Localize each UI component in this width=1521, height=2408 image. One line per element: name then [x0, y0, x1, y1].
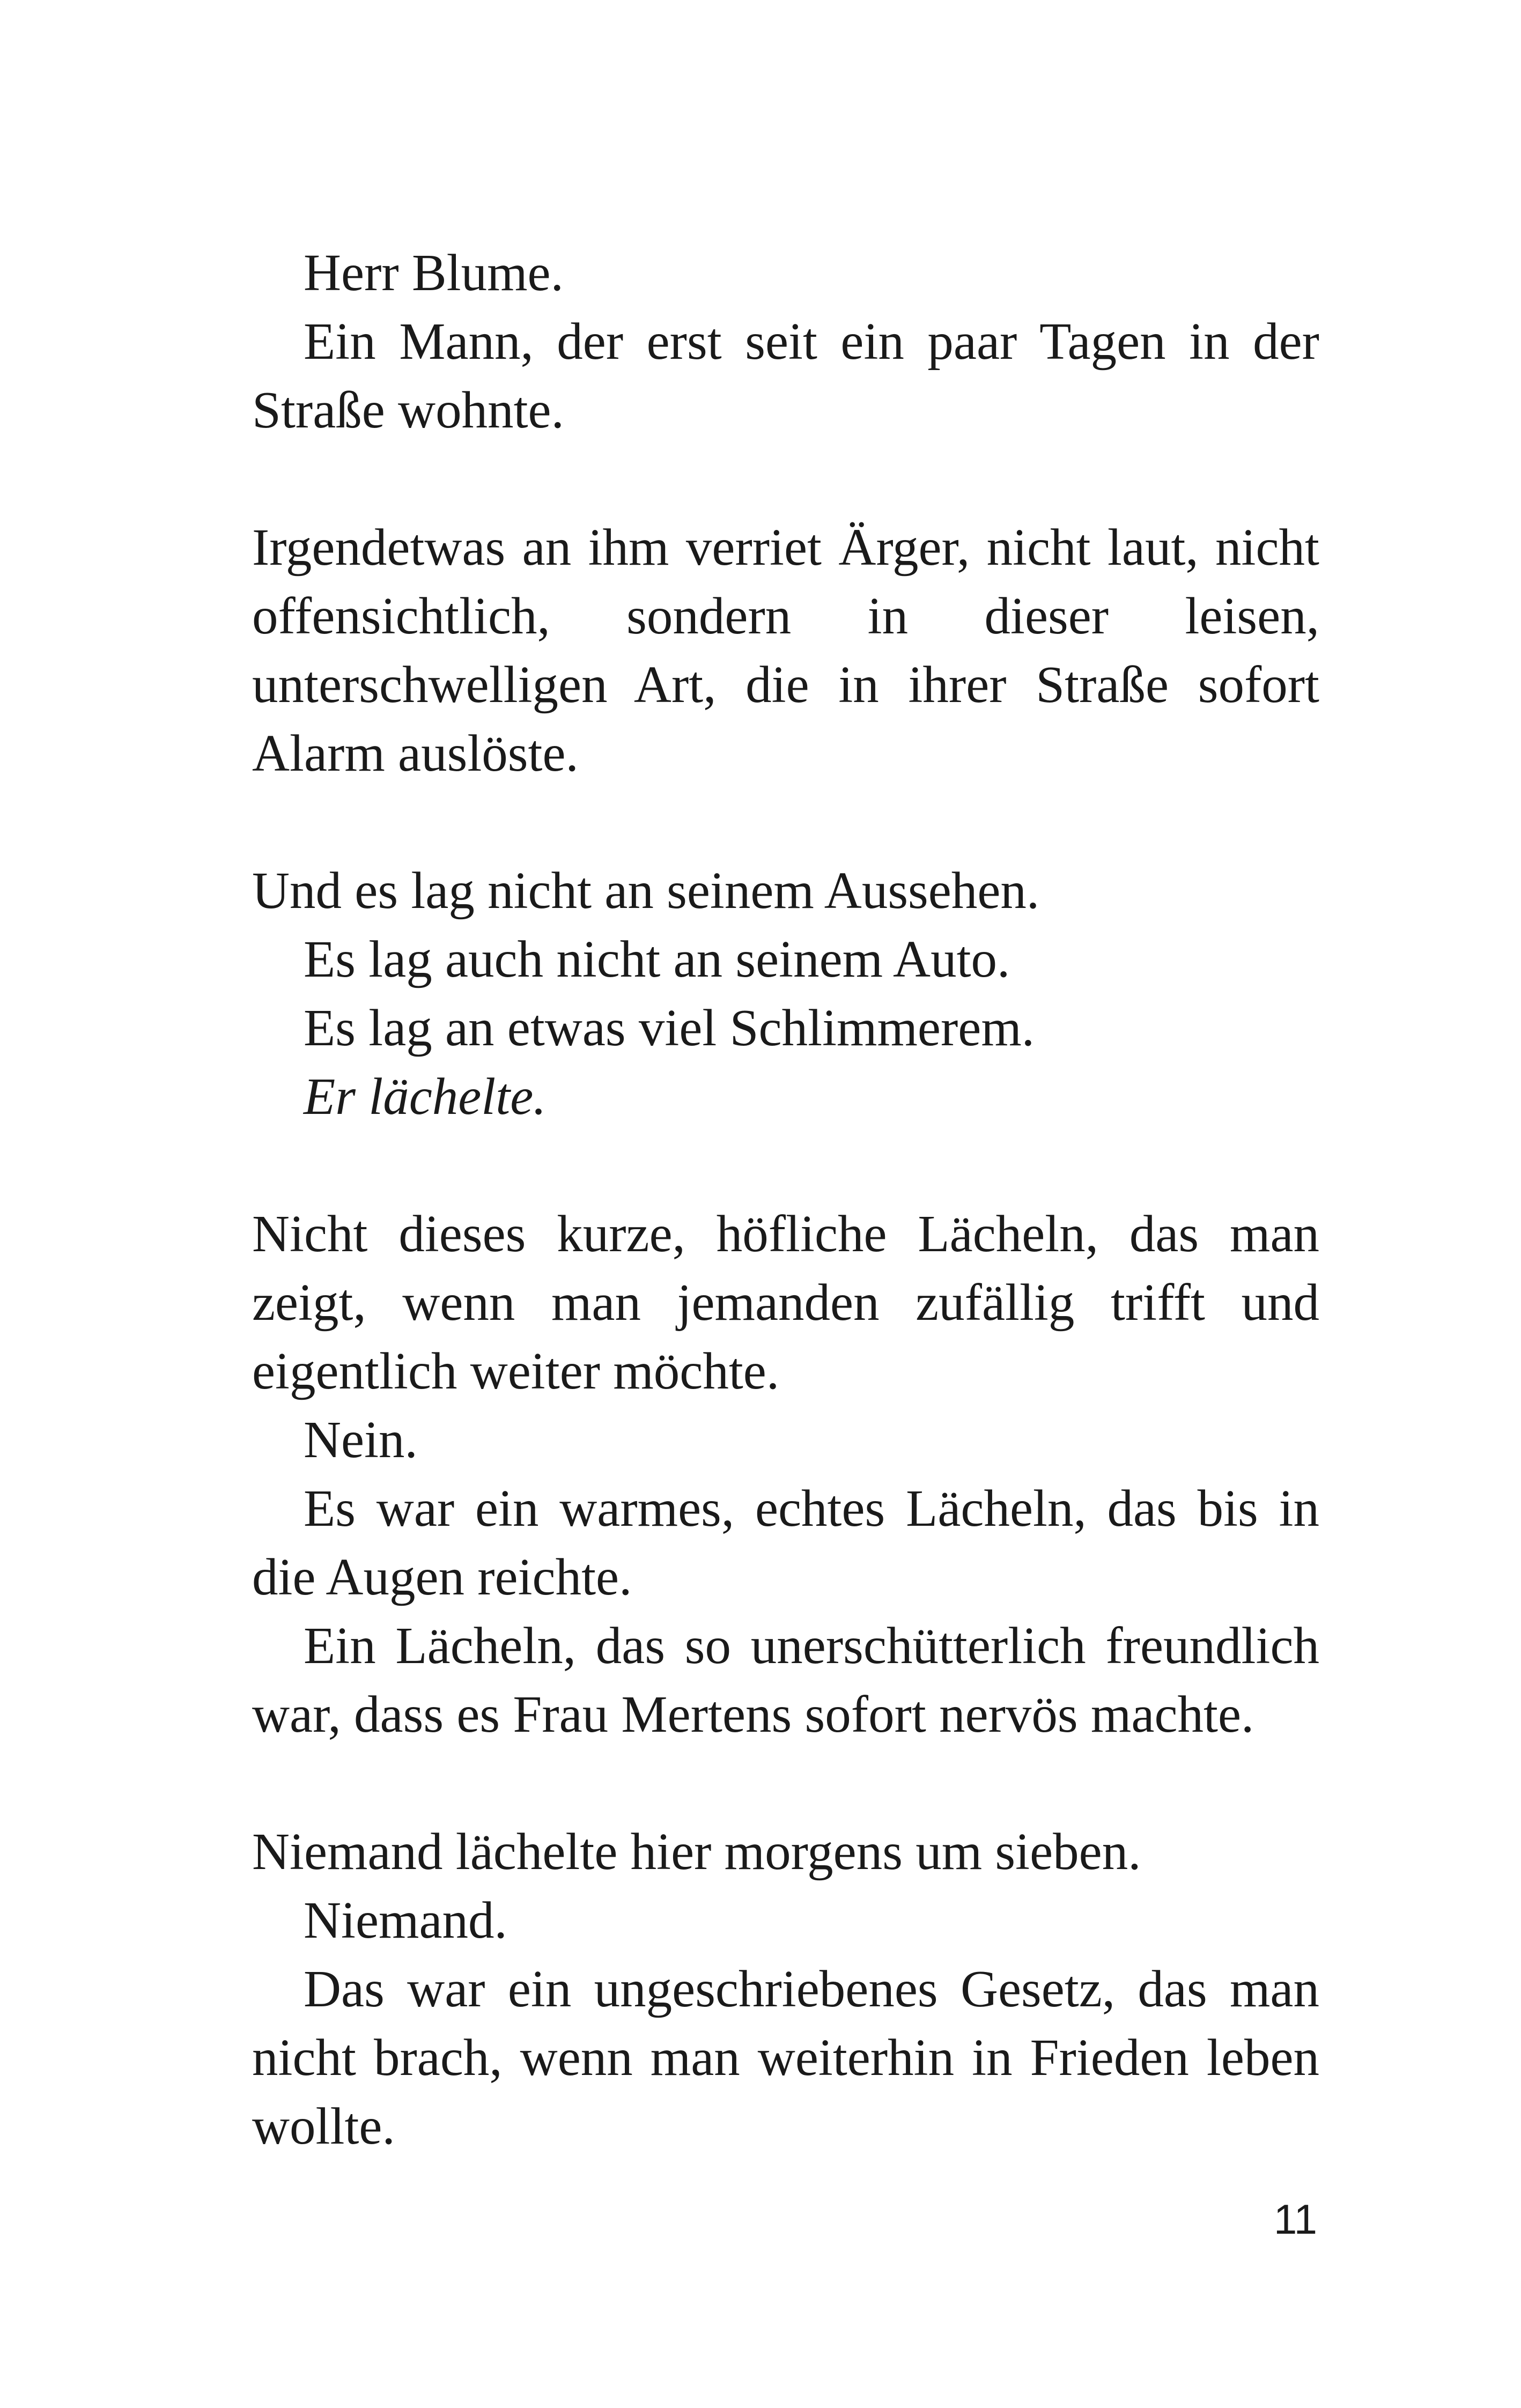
paragraph: Es lag an etwas viel Schlimmerem. — [304, 999, 1035, 1057]
paragraph: Niemand lächelte hier morgens um sieben. — [252, 1823, 1141, 1880]
body-text — [252, 239, 1319, 2161]
paragraph-italic: Er lächelte. — [304, 1068, 547, 1125]
paragraph: Und es lag nicht an seinem Aussehen. — [252, 862, 1040, 919]
paragraph: Es lag auch nicht an seinem Auto. — [304, 930, 1010, 988]
paragraph: Nein. — [304, 1411, 418, 1468]
paragraph: Das war ein ungeschriebenes Gesetz, das man nicht brach, wenn man weiterhin in Frieden leben wollte. — [252, 1960, 1319, 2155]
paragraph: Nicht dieses kurze, höfliche Lächeln, das man zeigt, wenn man jemanden zufällig trifft und eigentlich weiter möchte. — [252, 1205, 1319, 1400]
paragraph: Herr Blume. — [304, 244, 564, 301]
paragraph: Es war ein warmes, echtes Lächeln, das bis in die Augen reichte. — [252, 1480, 1319, 1606]
paragraph: Ein Mann, der erst seit ein paar Tagen in der Straße wohnte. — [252, 313, 1319, 439]
paragraph: Niemand. — [304, 1892, 507, 1949]
paragraph: Ein Lächeln, das so unerschütterlich freundlich war, dass es Frau Mertens sofort nervös machte. — [252, 1617, 1319, 1743]
page-number: 11 — [1274, 2196, 1317, 2243]
paragraph: Irgendetwas an ihm verriet Ärger, nicht laut, nicht offensichtlich, sondern in dieser leisen, unterschwelligen Art, die in ihrer Straße sofort Alarm auslöste. — [252, 519, 1319, 782]
